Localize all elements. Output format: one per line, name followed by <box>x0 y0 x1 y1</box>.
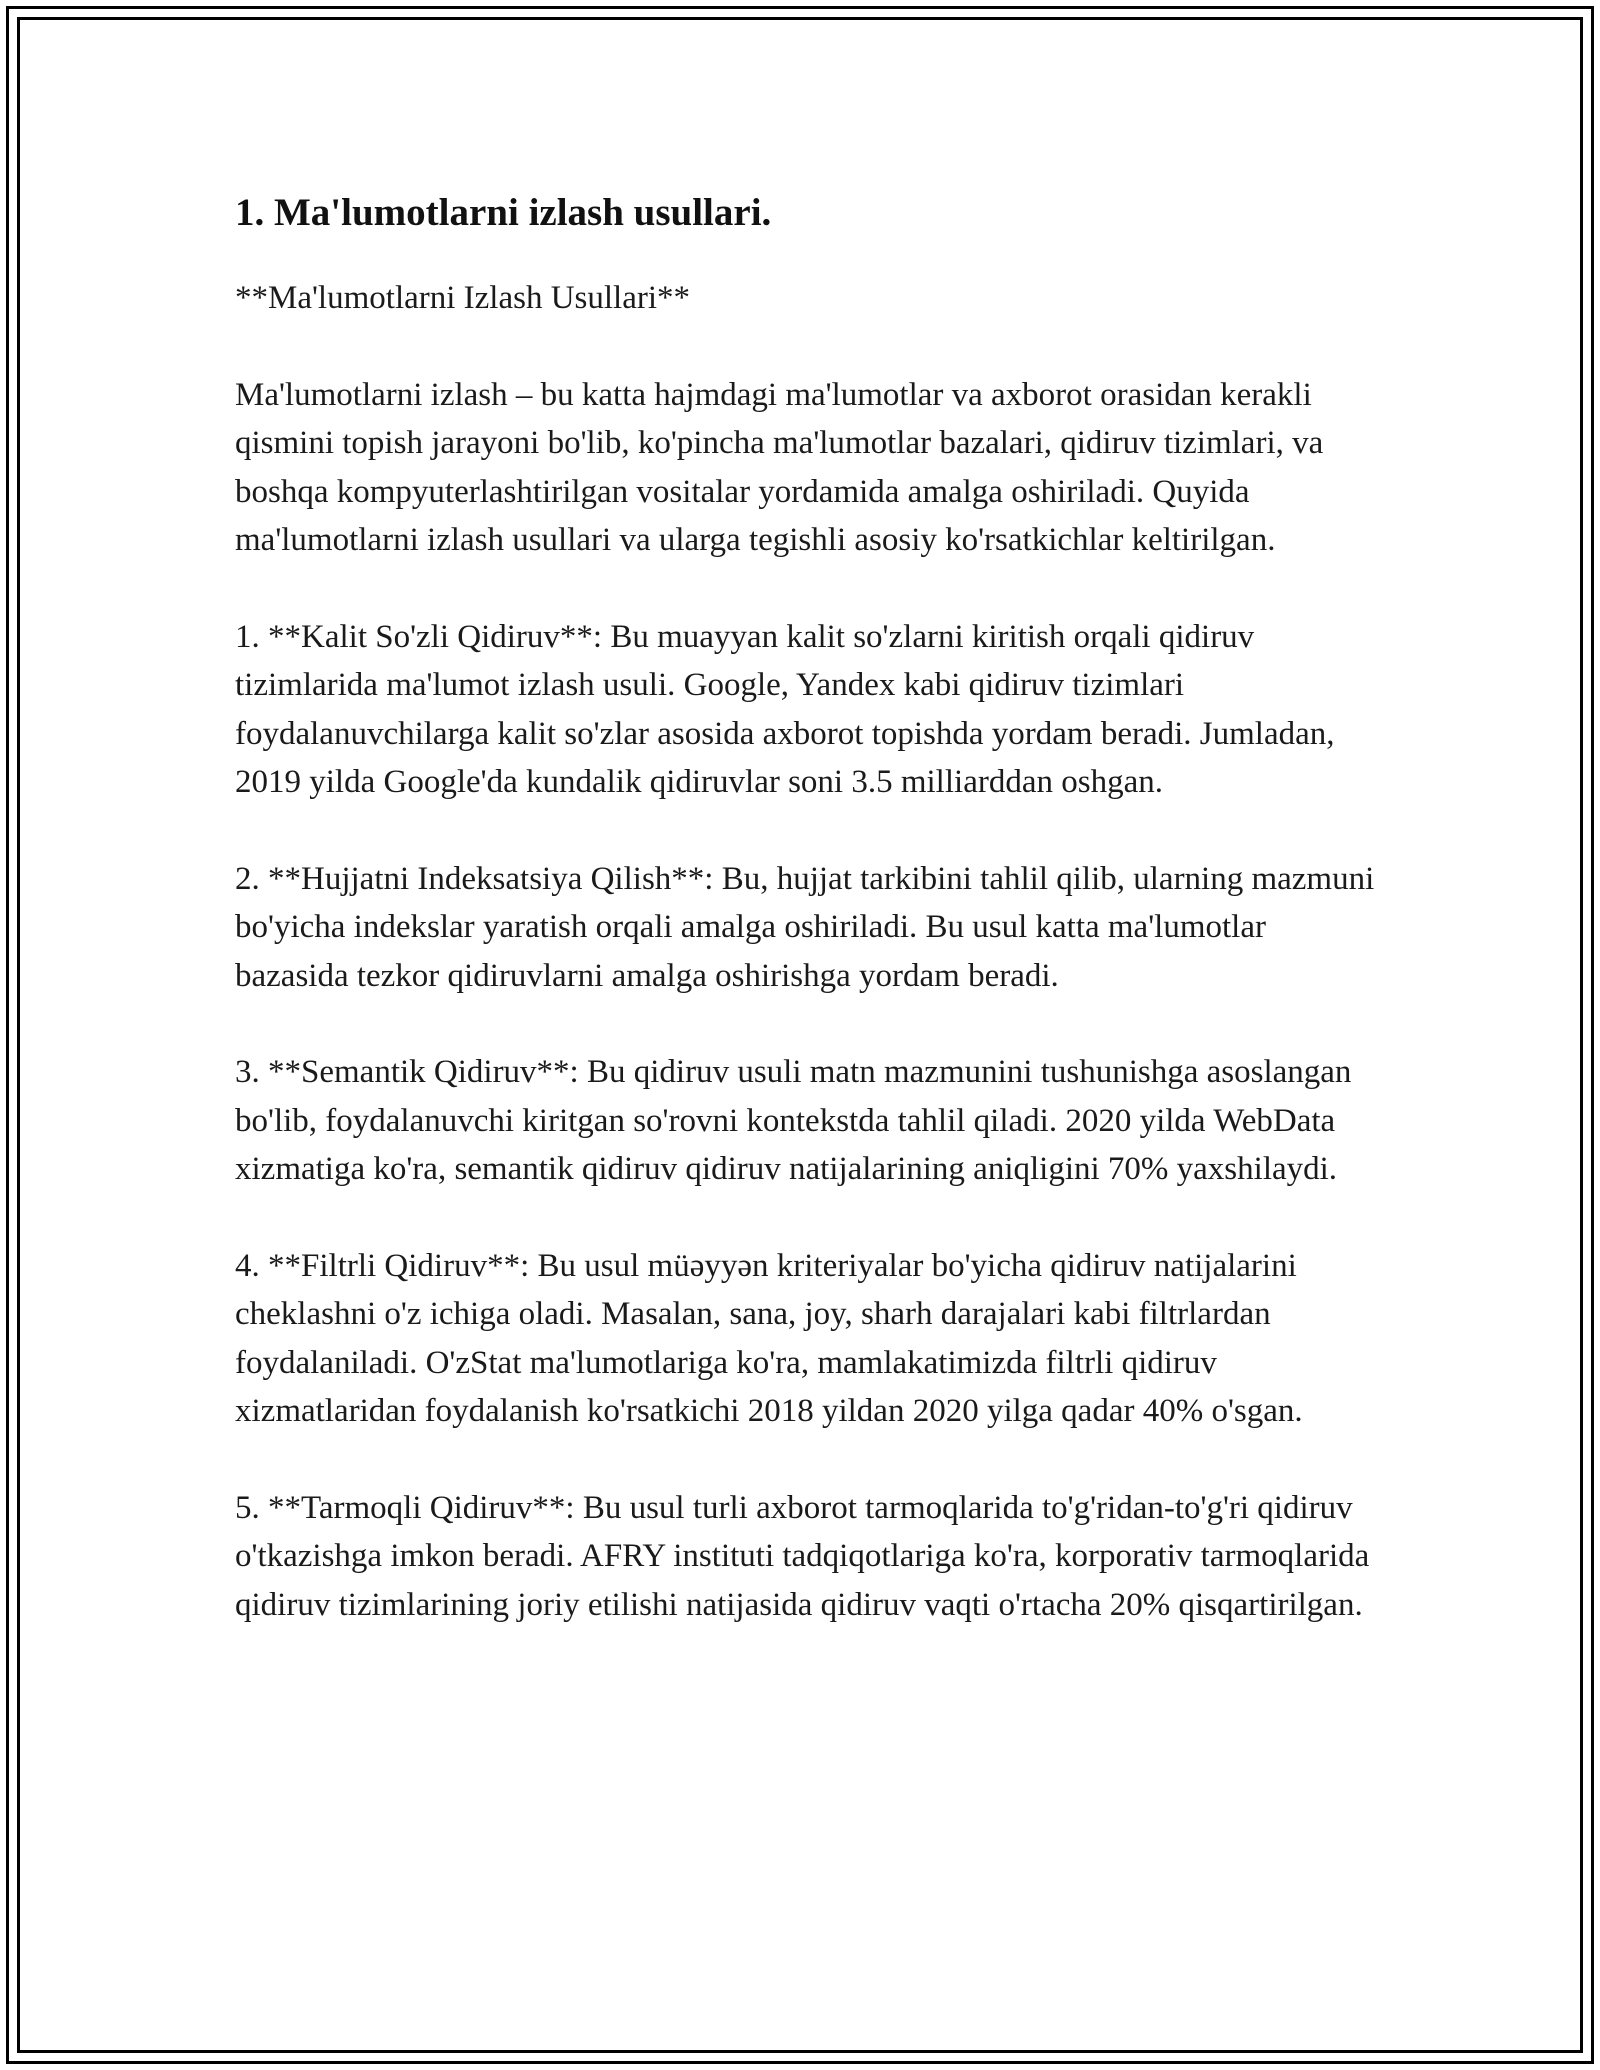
list-item-semantic-search: 3. **Semantik Qidiruv**: Bu qidiruv usuli matn mazmunini tushunishga asoslangan bo'lib, foydalanuvchi kiritgan so'rovni kontekstda tahlil qiladi. 2020 yilda WebData xizmatiga ko'ra, semantik qidiruv qidiruv natijalarining aniqligini 70% yaxshilaydi. <box>235 1054 1352 1187</box>
list-item-keyword-search: 1. **Kalit So'zli Qidiruv**: Bu muayyan kalit so'zlarni kiritish orqali qidiruv tizimlarida ma'lumot izlash usuli. Google, Yandex kabi qidiruv tizimlari foydalanuvchilarga kalit so'zlar asosida axborot topishda yordam beradi. Jumladan, 2019 yilda Google'da kundalik qidiruvlar soni 3.5 milliarddan oshgan. <box>235 618 1335 800</box>
list-item-document-indexing: 2. **Hujjatni Indeksatsiya Qilish**: Bu, hujjat tarkibini tahlil qilib, ularning mazmuni bo'yicha indekslar yaratish orqali amalga oshiriladi. Bu usul katta ma'lumotlar bazasida tezkor qidiruvlarni amalga oshirishga yordam beradi. <box>235 860 1375 994</box>
intro-paragraph: Ma'lumotlarni izlash – bu katta hajmdagi ma'lumotlar va axborot orasidan kerakli qismini topish jarayoni bo'lib, ko'pincha ma'lumotlar bazalari, qidiruv tizimlari, va boshqa kompyuterlashtirilgan vositalar yordamida amalga oshiriladi. Quyida ma'lumotlarni izlash usullari va ularga tegishli asosiy ko'rsatkichlar keltirilgan. <box>235 376 1324 558</box>
document-title: 1. Ma'lumotlarni izlash usullari. <box>235 191 772 234</box>
list-item-network-search: 5. **Tarmoqli Qidiruv**: Bu usul turli axborot tarmoqlarida to'g'ridan-to'g'ri qidiruv o'tkazishga imkon beradi. AFRY instituti tadqiqotlariga ko'ra, korporativ tarmoqlarida qidiruv tizimlarining joriy etilishi natijasida qidiruv vaqti o'rtacha 20% qisqartirilgan. <box>235 1489 1370 1623</box>
list-item-filtered-search: 4. **Filtrli Qidiruv**: Bu usul müəyyən kriteriyalar bo'yicha qidiruv natijalarini cheklashni o'z ichiga oladi. Masalan, sana, joy, sharh darajalari kabi filtrlardan foydalaniladi. O'zStat ma'lumotlariga ko'ra, mamlakatimizda filtrli qidiruv xizmatlaridan foydalanish ko'rsatkichi 2018 yildan 2020 yilga qadar 40% o'sgan. <box>235 1247 1303 1429</box>
document-subtitle: **Ma'lumotlarni Izlash Usullari** <box>235 280 691 316</box>
document-body <box>235 186 1380 1629</box>
